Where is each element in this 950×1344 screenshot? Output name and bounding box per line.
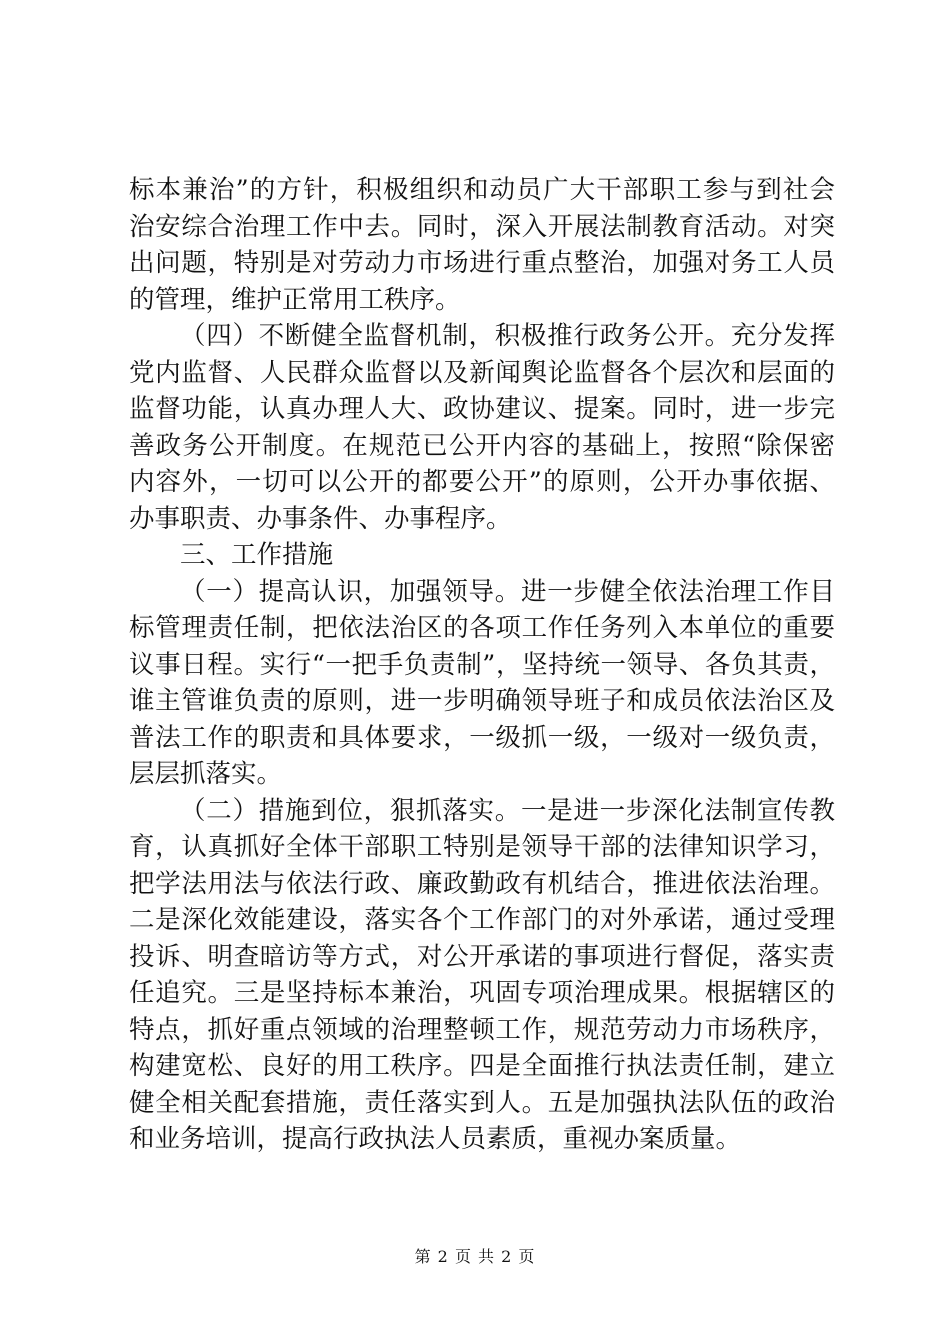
text-line: 三、工作措施 <box>180 540 334 570</box>
text-line: 谁主管谁负责的原则，进一步明确领导班子和成员依法治区及 <box>129 686 835 716</box>
text-line: 投诉、明查暗访等方式，对公开承诺的事项进行督促，落实责 <box>129 941 835 972</box>
text-line: （一）提高认识，加强领导。进一步健全依法治理工作目 <box>180 576 835 607</box>
text-line: 层层抓落实。 <box>129 759 283 789</box>
text-line: 议事日程。实行“一把手负责制”，坚持统一领导、各负其责， <box>129 649 835 680</box>
text-line: （二）措施到位，狠抓落实。一是进一步深化法制宣传教 <box>180 795 835 826</box>
text-line: 任追究。三是坚持标本兼治，巩固专项治理成果。根据辖区的 <box>129 978 835 1008</box>
text-line: 善政务公开制度。在规范已公开内容的基础上，按照“除保密 <box>129 430 835 461</box>
text-line: 特点，抓好重点领域的治理整顿工作，规范劳动力市场秩序， <box>129 1014 835 1045</box>
text-line: 健全相关配套措施，责任落实到人。五是加强执法队伍的政治 <box>129 1087 835 1118</box>
text-line: 二是深化效能建设，落实各个工作部门的对外承诺，通过受理 <box>129 905 835 935</box>
text-line: 监督功能，认真办理人大、政协建议、提案。同时，进一步完 <box>129 394 835 424</box>
text-line: 党内监督、人民群众监督以及新闻舆论监督各个层次和层面的 <box>129 357 835 388</box>
page-footer: 第 2 页 共 2 页 <box>414 1247 536 1266</box>
text-line: 育，认真抓好全体干部职工特别是领导干部的法律知识学习， <box>129 832 835 862</box>
text-line: 出问题，特别是对劳动力市场进行重点整治，加强对务工人员 <box>129 248 835 278</box>
text-line: 内容外，一切可以公开的都要公开”的原则，公开办事依据、 <box>129 467 835 497</box>
text-line: 治安综合治理工作中去。同时，深入开展法制教育活动。对突 <box>129 211 835 242</box>
text-line: 标管理责任制，把依法治区的各项工作任务列入本单位的重要 <box>129 613 835 643</box>
text-line: （四）不断健全监督机制，积极推行政务公开。充分发挥 <box>180 321 835 351</box>
text-line: 标本兼治”的方针，积极组织和动员广大干部职工参与到社会 <box>129 175 835 205</box>
text-line: 普法工作的职责和具体要求，一级抓一级，一级对一级负责， <box>129 722 835 753</box>
text-line: 和业务培训，提高行政执法人员素质，重视办案质量。 <box>129 1124 742 1154</box>
text-line: 的管理，维护正常用工秩序。 <box>129 284 461 315</box>
text-line: 把学法用法与依法行政、廉政勤政有机结合，推进依法治理。 <box>129 868 835 899</box>
document-body <box>129 172 835 1158</box>
text-line: 构建宽松、良好的用工秩序。四是全面推行执法责任制，建立 <box>129 1051 835 1081</box>
text-line: 办事职责、办事条件、办事程序。 <box>129 503 512 534</box>
